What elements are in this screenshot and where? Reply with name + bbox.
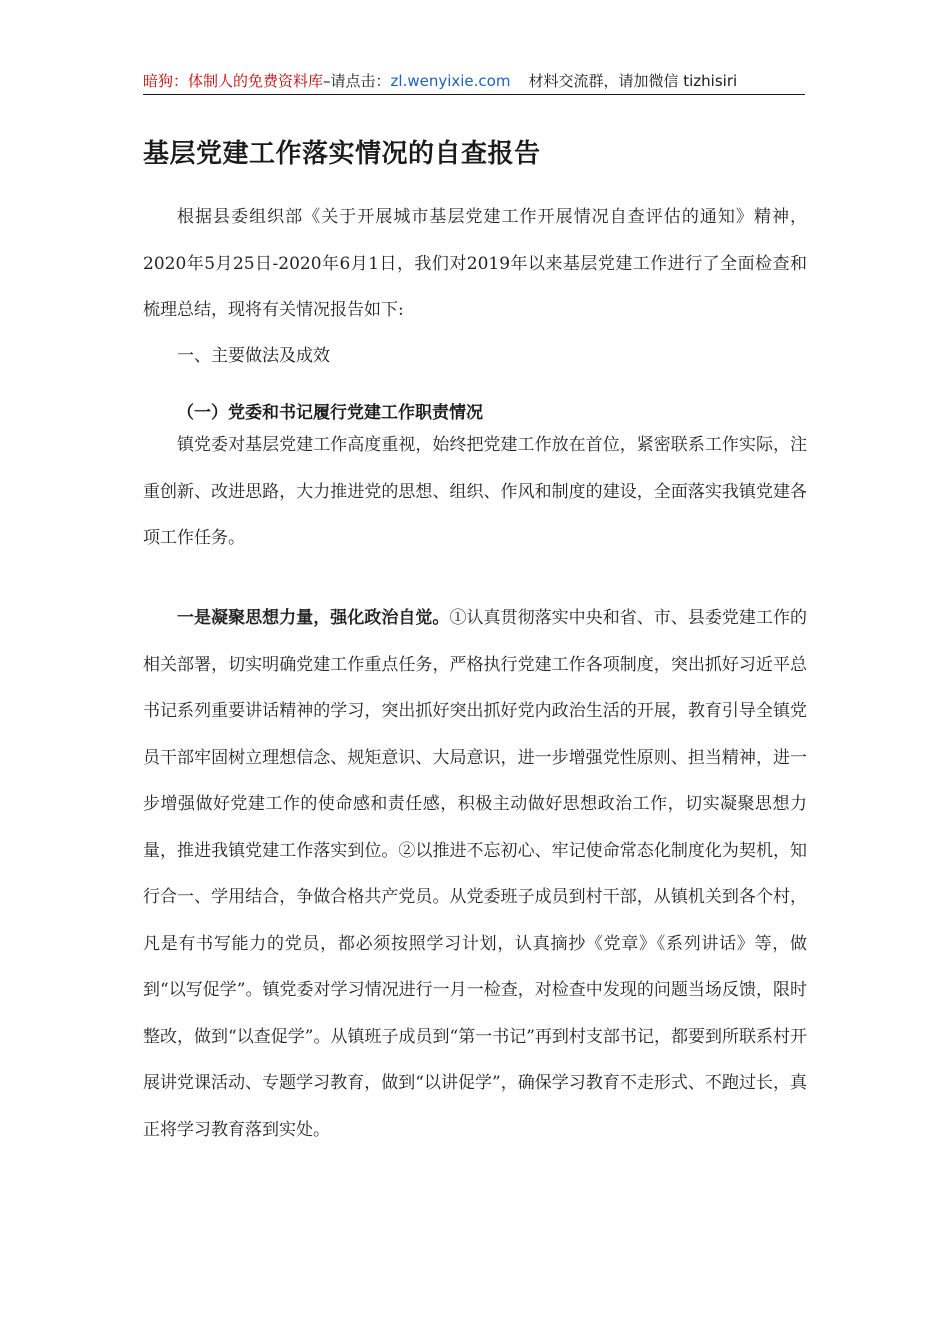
document-title: 基层党建工作落实情况的自查报告 (143, 139, 541, 169)
body-paragraph-1: 镇党委对基层党建工作高度重视，始终把党建工作放在首位，紧密联系工作实际，注重创新、改进思路，大力推进党的思想、组织、作风和制度的建设，全面落实我镇党建各项工作任务。 (143, 435, 807, 548)
body-paragraph-2 (143, 595, 807, 1153)
header-prompt: –请点击： (323, 72, 391, 90)
intro-paragraph: 根据县委组织部《关于开展城市基层党建工作开展情况自查评估的通知》精神，2020年5月25日-2020年6月1日，我们对2019年以来基层党建工作进行了全面检查和梳理总结，现将有关情况报告如下: (143, 207, 807, 320)
header-brand: 暗狗：体制人的免费资料库 (143, 72, 324, 90)
header-link[interactable]: zl.wenyixie.com (390, 72, 511, 90)
page-header (143, 70, 805, 94)
paragraph-lead: 一是凝聚思想力量，强化政治自觉。 (177, 608, 450, 628)
header-group-note: 材料交流群，请加微信 tizhisiri (528, 72, 738, 90)
header-divider (143, 94, 805, 95)
subsection-heading: （一）党委和书记履行党建工作职责情况 (177, 403, 483, 423)
paragraph-body: ①认真贯彻落实中央和省、市、县委党建工作的相关部署，切实明确党建工作重点任务，严格执行党建工作各项制度，突出抓好习近平总书记系列重要讲话精神的学习，突出抓好突出抓好党内政治生活的开展，教育引导全镇党员干部牢固树立理想信念、规矩意识、大局意识，进一步增强党性原则、担当精神，进一步增强做好党建工作的使命感和责任感，积极主动做好思想政治工作，切实凝聚思想力量，推进我镇党建工作落实到位。②以推进不忘初心、牢记使命常态化制度化为契机，知行合一、学用结合，争做合格共产党员。从党委班子成员到村干部，从镇机关到各个村，凡是有书写能力的党员，都必须按照学习计划，认真摘抄《党章》《系列讲话》等，做到“以写促学”。镇党委对学习情况进行一月一检查，对检查中发现的问题当场反馈，限时整改，做到“以查促学”。从镇班子成员到“第一书记”再到村支部书记，都要到所联系村开展讲党课活动、专题学习教育，做到“以讲促学”，确保学习教育不走形式、不跑过长，真正将学习教育落到实处。 (143, 608, 808, 1140)
section-heading: 一、主要做法及成效 (177, 346, 330, 366)
